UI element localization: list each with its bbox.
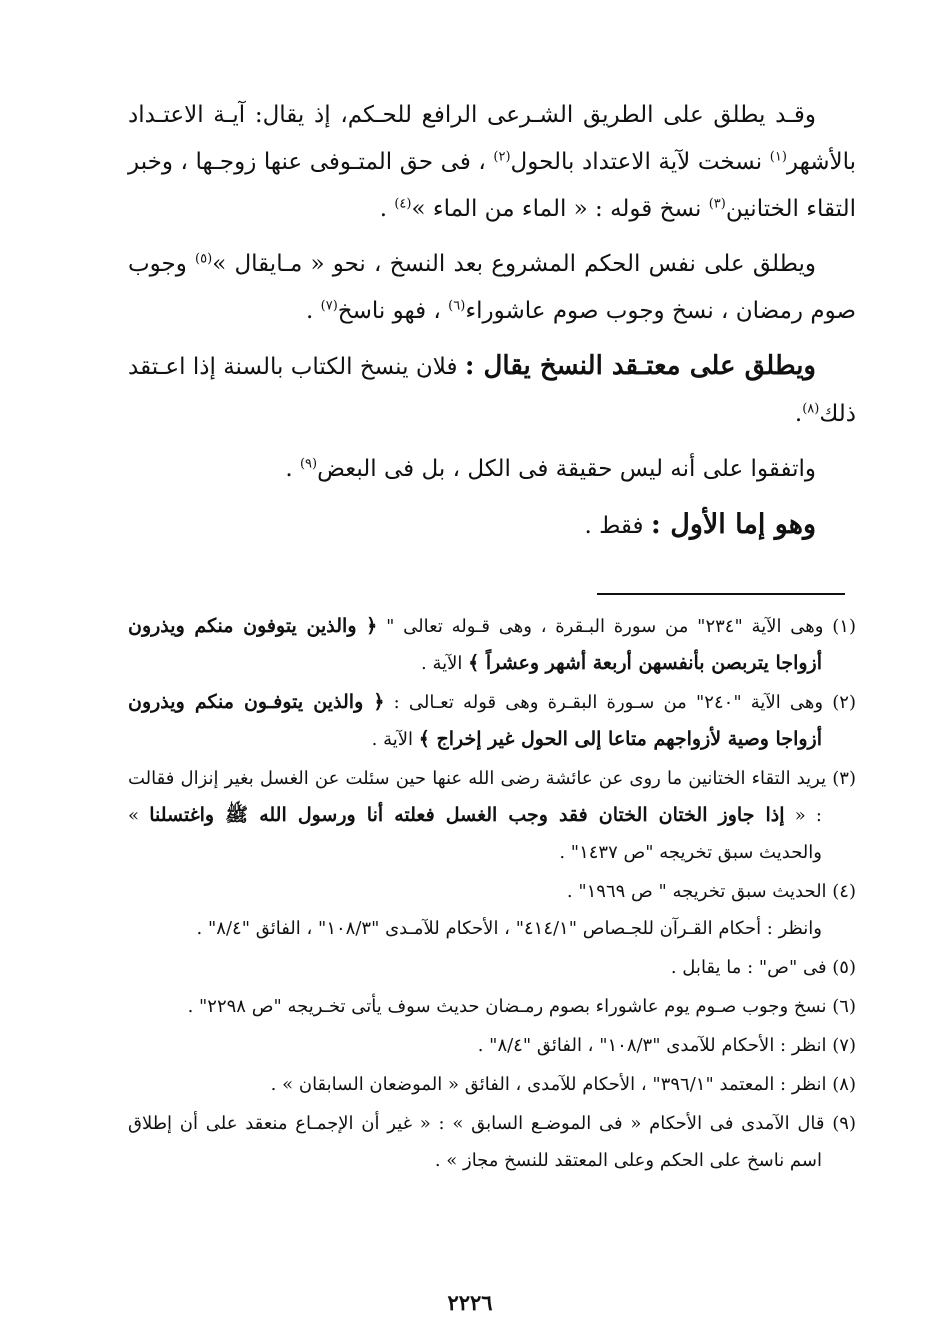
text-segment: ، فى حق المتـوفى عنها زوجـها ، وخبر التقاء الختانين	[128, 149, 856, 222]
footnote-ref-9: (٩)	[299, 456, 318, 472]
footnote-text: (٦) نسخ وجوب صـوم يوم عاشوراء بصوم رمـضان حديث سوف يأتى تخـريجه "ص ٢٢٩٨" .	[187, 996, 856, 1017]
quran-quote: ﴿ والذين يتوفـون منكم ويذرون أزواجا وصية لأزواجهم متاعا إلى الحول غير إخراج ﴾	[128, 691, 822, 750]
footnote-4	[128, 873, 856, 947]
footnote-text: (٣) يريد التقاء الختانين ما روى عن عائشة رضى الله عنها حين سئلت عن الغسل بغير إنزال فقالت : «	[128, 768, 856, 826]
text-segment: وجوب صوم رمضان ، نسخ وجوب صوم عاشوراء	[128, 251, 856, 324]
text-segment: ، فهو ناسخ	[337, 298, 449, 324]
text-segment: فقط .	[584, 513, 651, 539]
page-number: ٢٢٢٦	[447, 1290, 493, 1315]
text-segment: ويطلق على نفس الحكم المشروع بعد النسخ ، نحو « مـايقال »	[212, 251, 816, 277]
footnote-ref-8: (٨)	[802, 401, 820, 417]
text-segment: نسخ قوله : « الماء من الماء »	[411, 196, 709, 222]
bold-lead: وهو إما الأول :	[650, 509, 816, 540]
text-segment: فلان ينسخ الكتاب بالسنة إذا اعـتقد ذلك	[128, 354, 856, 427]
paragraph-1	[128, 92, 856, 233]
footnote-5	[128, 949, 856, 986]
quran-quote: ﴿ والذين يتوفون منكم ويذرون أزواجا يتربصن بأنفسهن أربعة أشهر وعشراً ﴾	[128, 615, 822, 674]
footnotes	[128, 608, 856, 1181]
footnote-text: (٥) فى "ص" : ما يقابل .	[670, 957, 856, 978]
footnote-8	[128, 1066, 856, 1103]
paragraph-2	[128, 241, 856, 335]
footnote-ref-1: (١)	[769, 149, 787, 165]
footnote-ref-7: (٧)	[320, 298, 338, 314]
footnote-text: (٨) انظر : المعتمد "٣٩٦/١" ، الأحكام للآمدى ، الفائق « الموضعان السابقان » .	[270, 1074, 856, 1095]
main-text	[128, 92, 856, 550]
text-segment: .	[794, 401, 803, 427]
footnote-3	[128, 760, 856, 871]
footnote-ref-5: (٥)	[195, 251, 213, 267]
footnote-2	[128, 684, 856, 758]
footnote-divider	[597, 593, 845, 595]
text-segment: نسخت لآية الاعتداد بالحول	[510, 149, 770, 175]
footnote-ref-4: (٤)	[394, 196, 412, 212]
footnote-7	[128, 1027, 856, 1064]
footnote-9	[128, 1105, 856, 1179]
footnote-ref-6: (٦)	[448, 298, 466, 314]
paragraph-5	[128, 501, 856, 550]
footnote-text: وانظر : أحكام القـرآن للجـصاص "٤١٤/١" ، الأحكام للآمـدى "١٠٨/٣" ، الفائق "٨/٤" .	[196, 918, 822, 939]
text-segment: .	[379, 196, 395, 222]
footnote-ref-3: (٣)	[708, 196, 726, 212]
text-segment: .	[285, 456, 300, 482]
footnote-text: (٧) انظر : الأحكام للآمدى "١٠٨/٣" ، الفائق "٨/٤" .	[477, 1035, 856, 1056]
footnote-text: » والحديث سبق تخريجه "ص ١٤٣٧" .	[128, 805, 822, 863]
footnote-text: (٤) الحديث سبق تخريجه " ص ١٩٦٩" .	[566, 881, 856, 902]
footnote-text: الآية .	[371, 729, 419, 750]
hadith-quote: إذا جاوز الختان الختان فقد وجب الغسل فعلته أنا ورسول الله ﷺ واغتسلنا	[149, 804, 785, 826]
footnote-6	[128, 988, 856, 1025]
bold-lead: ويطلق على معتـقد النسخ يقال :	[464, 351, 816, 381]
footnote-text: الآية .	[421, 653, 469, 674]
footnote-ref-2: (٢)	[493, 149, 511, 165]
text-segment: واتفقوا على أنه ليس حقيقة فى الكل ، بل فى البعض	[317, 456, 816, 482]
text-segment: وقـد يطلق على الطريق الشـرعى الرافع للحـكم، إذ يقال: آيـة الاعتـداد بالأشهر	[128, 102, 856, 175]
text-segment: .	[306, 298, 321, 324]
paragraph-4	[128, 446, 856, 493]
footnote-text: (٢) وهى الآية "٢٤٠" من سـورة البقـرة وهى قوله تعـالى :	[384, 692, 856, 713]
paragraph-3	[128, 343, 856, 438]
footnote-text: (١) وهى الآية "٢٣٤" من سورة البـقرة ، وهى قـوله تعالى "	[377, 616, 856, 637]
footnote-1	[128, 608, 856, 682]
footnote-text: (٩) قال الآمدى فى الأحكام « فى الموضـع السابق » : « غير أن الإجمـاع منعقد على أن إطلاق اسم ناسخ على الحكم وعلى المعتقد للنسخ مجاز » .	[128, 1113, 856, 1171]
